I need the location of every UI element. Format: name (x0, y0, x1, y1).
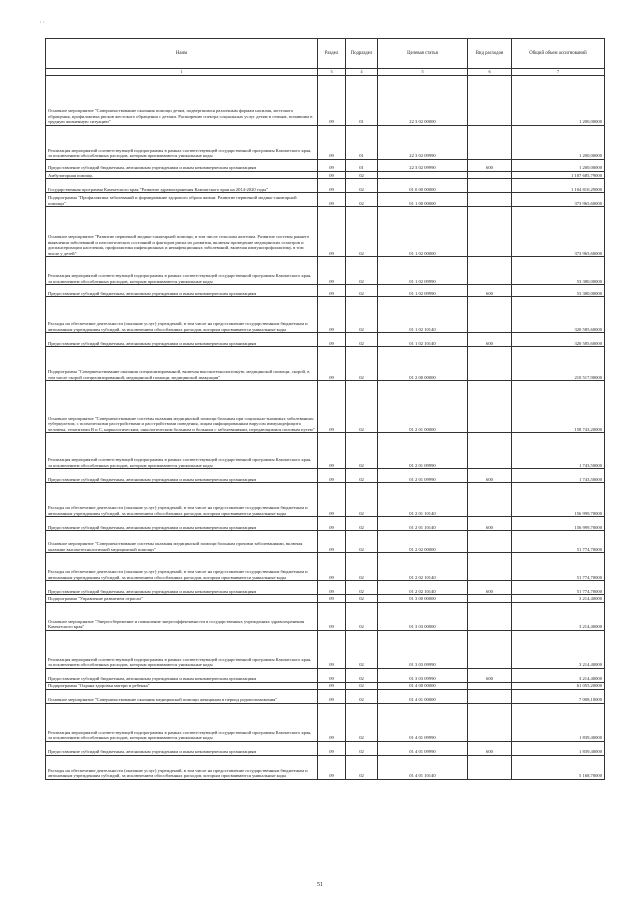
row-podrazdel: 02 (346, 381, 378, 433)
row-podrazdel: 02 (346, 581, 378, 595)
row-razdel: 09 (318, 433, 346, 469)
row-amount: 373 965,60000 (512, 193, 605, 207)
row-target-article: 01 1 02 09990 (378, 285, 468, 297)
row-expense-type (468, 531, 512, 553)
row-razdel: 09 (318, 531, 346, 553)
table-row (46, 172, 605, 179)
row-podrazdel: 02 (346, 668, 378, 682)
row-name: Основное мероприятие "Совершенствование оказания помощи детям, подвергшимся различным формам насилия, жестокого обращения, профилактика рисков жестокого обращения с детьми. Расширение спектра социальных услуг детям и семьям, попавшим в трудную жизненную ситуацию" (46, 76, 318, 126)
row-amount: 51 774,70000 (512, 553, 605, 581)
row-expense-type: 600 (468, 160, 512, 172)
row-razdel: 09 (318, 126, 346, 160)
row-amount: 320 585,60000 (512, 297, 605, 333)
row-razdel: 09 (318, 160, 346, 172)
row-target-article: 01 4 01 10140 (378, 756, 468, 780)
row-name: Подпрограмма "Профилактика заболеваний и формирование здорового образа жизни. Развитие первичной медико-санитарной помощи" (46, 193, 318, 207)
row-podrazdel: 02 (346, 690, 378, 704)
row-amount: 61 055,20000 (512, 682, 605, 689)
table-row (46, 179, 605, 193)
row-expense-type (468, 690, 512, 704)
table-row (46, 469, 605, 483)
row-podrazdel: 02 (346, 433, 378, 469)
row-target-article: 01 2 02 10140 (378, 581, 468, 595)
table-row (46, 126, 605, 160)
row-name: Предоставление субсидий бюджетным, автономным учреждениям и иным некоммерческим организациям (46, 469, 318, 483)
header-target: Целевая статья (378, 39, 468, 69)
row-target-article: 01 3 03 09990 (378, 668, 468, 682)
row-amount: 1 743,50000 (512, 433, 605, 469)
row-expense-type: 600 (468, 285, 512, 297)
table-row (46, 297, 605, 333)
row-podrazdel: 02 (346, 682, 378, 689)
column-number: 7 (512, 69, 605, 76)
row-podrazdel: 02 (346, 531, 378, 553)
row-name: Расходы на обеспечение деятельности (оказание услуг) учреждений, в том числе на предоставление государственным бюджетным и автономным учреждениям субсидий, за исключением обособленных расходов, которым присваиваются уникальные коды (46, 553, 318, 581)
row-razdel: 09 (318, 756, 346, 780)
row-target-article: 01 1 02 10140 (378, 297, 468, 333)
row-podrazdel: 02 (346, 469, 378, 483)
table-row (46, 742, 605, 756)
row-target-article: 01 1 00 00000 (378, 193, 468, 207)
row-name: Расходы на обеспечение деятельности (оказание услуг) учреждений, в том числе на предоставление государственным бюджетным и автономным учреждениям субсидий, за исключением обособленных расходов, которым присваиваются уникальные коды (46, 483, 318, 517)
table-row (46, 668, 605, 682)
row-podrazdel: 02 (346, 297, 378, 333)
row-amount: 1 200,00000 (512, 76, 605, 126)
row-expense-type (468, 193, 512, 207)
header-vid: Вид расходов (468, 39, 512, 69)
row-name: Реализация мероприятий соответствующей подпрограммы в рамках соответствующей государственной программы Камчатского края, за исключением обособленных расходов, которым присваиваются уникальные коды (46, 126, 318, 160)
row-amount: 320 585,60000 (512, 333, 605, 347)
row-podrazdel: 01 (346, 160, 378, 172)
table-row (46, 347, 605, 381)
row-podrazdel: 02 (346, 207, 378, 257)
table-row (46, 553, 605, 581)
table-row (46, 602, 605, 630)
row-name: Расходы на обеспечение деятельности (оказание услуг) учреждений, в том числе на предоставление государственным бюджетным и автономным учреждениям субсидий, за исключением обособленных расходов, которым присваиваются уникальные коды (46, 756, 318, 780)
row-expense-type (468, 172, 512, 179)
row-podrazdel: 02 (346, 704, 378, 742)
row-razdel: 09 (318, 742, 346, 756)
row-name: Основное мероприятие "Совершенствование оказания медицинской помощи женщинам в период родовспоможения" (46, 690, 318, 704)
row-razdel: 09 (318, 207, 346, 257)
row-razdel: 09 (318, 602, 346, 630)
row-name: Расходы на обеспечение деятельности (оказание услуг) учреждений, в том числе на предоставление государственным бюджетным и автономным учреждениям субсидий, за исключением обособленных расходов, которым присваиваются уникальные коды (46, 297, 318, 333)
row-amount: 1 743,50000 (512, 469, 605, 483)
row-podrazdel: 02 (346, 285, 378, 297)
table-body (46, 76, 605, 780)
row-razdel: 09 (318, 630, 346, 668)
row-name: Основное мероприятие "Совершенствование системы оказания медицинской помощи больным при социально-значимых заболеваниях: туберкулезом, с психическими расстройствами и расстройствами поведения, лицам инфицированным вирусом иммунодефицита человека, гепатитами B и C, наркологическим, онкологическим больным и больным с заболеваниями, передающимися половым путем" (46, 381, 318, 433)
row-target-article: 01 4 01 09990 (378, 742, 468, 756)
table-row (46, 581, 605, 595)
row-expense-type (468, 483, 512, 517)
row-name: Предоставление субсидий бюджетным, автономным учреждениям и иным некоммерческим организациям (46, 742, 318, 756)
row-target-article: 01 1 02 10140 (378, 333, 468, 347)
budget-table (45, 38, 605, 780)
row-razdel: 09 (318, 595, 346, 602)
row-target-article: 01 3 00 00000 (378, 595, 468, 602)
row-razdel: 09 (318, 381, 346, 433)
row-name: Предоставление субсидий бюджетным, автономным учреждениям и иным некоммерческим организациям (46, 581, 318, 595)
row-target-article: 01 4 01 00000 (378, 690, 468, 704)
table-row (46, 595, 605, 602)
row-target-article: 01 2 01 09990 (378, 433, 468, 469)
row-target-article: 01 2 01 10140 (378, 483, 468, 517)
row-podrazdel: 02 (346, 630, 378, 668)
row-amount: 210 517,90000 (512, 347, 605, 381)
row-razdel: 09 (318, 179, 346, 193)
table-row (46, 690, 605, 704)
row-expense-type (468, 207, 512, 257)
table-row (46, 207, 605, 257)
row-name: Реализация мероприятий соответствующей подпрограммы в рамках соответствующей государственной программы Камчатского края, за исключением обособленных расходов, которым присваиваются уникальные коды (46, 433, 318, 469)
row-razdel: 09 (318, 517, 346, 531)
row-podrazdel: 02 (346, 333, 378, 347)
row-podrazdel: 01 (346, 126, 378, 160)
row-podrazdel: 02 (346, 172, 378, 179)
row-target-article: 01 1 02 00000 (378, 207, 468, 257)
row-amount: 51 774,70000 (512, 531, 605, 553)
row-razdel: 09 (318, 704, 346, 742)
row-amount: 53 380,00000 (512, 285, 605, 297)
row-amount: 51 774,70000 (512, 581, 605, 595)
row-razdel: 09 (318, 76, 346, 126)
row-expense-type (468, 433, 512, 469)
row-target-article (378, 172, 468, 179)
row-name: Подпрограмма "Совершенствование оказания специализированной, включая высокотехнологичную, медицинской помощи, скорой, в том числе скорой специализированной, медицинской помощи, медицинской эвакуации" (46, 347, 318, 381)
row-name: Подпрограмма "Управление развитием отрасли" (46, 595, 318, 602)
row-name: Основное мероприятие "Развитие первичной медико-санитарной помощи, в том числе сельским жителям. Развитие системы раннего выявления заболеваний и патологических состояний и факторов риска их развития, включая проведение медицинских осмотров и диспансеризации населения, профилактика инфекционных и неинфекционных заболеваний, включая иммунопрофилактику, в том числе у детей" (46, 207, 318, 257)
row-target-article: 01 2 02 10140 (378, 553, 468, 581)
row-expense-type: 600 (468, 333, 512, 347)
table-row (46, 517, 605, 531)
row-expense-type (468, 76, 512, 126)
table-row (46, 285, 605, 297)
row-name: Реализация мероприятий соответствующей подпрограммы в рамках соответствующей государственной программы Камчатского края, за исключением обособленных расходов, которым присваиваются уникальные коды (46, 704, 318, 742)
row-target-article: 01 3 03 09990 (378, 630, 468, 668)
row-target-article: 01 4 01 09990 (378, 704, 468, 742)
row-razdel: 09 (318, 285, 346, 297)
row-expense-type (468, 630, 512, 668)
row-target-article: 01 3 03 00000 (378, 602, 468, 630)
row-target-article: 01 2 01 09990 (378, 469, 468, 483)
header-name: Наим (46, 39, 318, 69)
row-podrazdel: 02 (346, 595, 378, 602)
row-razdel: 09 (318, 333, 346, 347)
row-amount: 1 200,00000 (512, 126, 605, 160)
row-razdel: 09 (318, 469, 346, 483)
row-amount: 156 999,70000 (512, 483, 605, 517)
row-podrazdel: 02 (346, 517, 378, 531)
row-expense-type: 600 (468, 668, 512, 682)
row-amount: 3 214,40000 (512, 595, 605, 602)
row-target-article: 01 2 01 10140 (378, 517, 468, 531)
table-row (46, 756, 605, 780)
row-amount: 7 008,10000 (512, 690, 605, 704)
row-razdel: 09 (318, 297, 346, 333)
row-razdel: 09 (318, 690, 346, 704)
row-expense-type (468, 347, 512, 381)
column-number: 6 (468, 69, 512, 76)
row-podrazdel: 02 (346, 602, 378, 630)
table-row (46, 381, 605, 433)
table-row (46, 483, 605, 517)
row-podrazdel: 01 (346, 76, 378, 126)
row-expense-type (468, 257, 512, 285)
column-number: 5 (378, 69, 468, 76)
row-expense-type: 600 (468, 469, 512, 483)
row-amount: 3 214,40000 (512, 602, 605, 630)
row-amount: 53 380,00000 (512, 257, 605, 285)
row-name: Предоставление субсидий бюджетным, автономным учреждениям и иным некоммерческим организациям (46, 517, 318, 531)
row-razdel: 09 (318, 553, 346, 581)
row-podrazdel: 02 (346, 756, 378, 780)
row-expense-type (468, 682, 512, 689)
table-row (46, 160, 605, 172)
column-number-row (46, 69, 605, 76)
table-row (46, 257, 605, 285)
row-expense-type (468, 179, 512, 193)
row-amount: 1 839,40000 (512, 742, 605, 756)
row-amount: 3 214,40000 (512, 668, 605, 682)
row-razdel: 09 (318, 347, 346, 381)
row-razdel: 09 (318, 682, 346, 689)
row-razdel: 09 (318, 483, 346, 517)
row-podrazdel: 02 (346, 257, 378, 285)
row-amount: 158 743,20000 (512, 381, 605, 433)
row-target-article: 01 2 02 00000 (378, 531, 468, 553)
table-row (46, 333, 605, 347)
row-razdel: 09 (318, 172, 346, 179)
row-podrazdel: 02 (346, 483, 378, 517)
table-header-row (46, 39, 605, 69)
row-name: Предоставление субсидий бюджетным, автономным учреждениям и иным некоммерческим организациям (46, 160, 318, 172)
row-razdel: 09 (318, 193, 346, 207)
table-row (46, 682, 605, 689)
row-podrazdel: 02 (346, 347, 378, 381)
row-name: Предоставление субсидий бюджетным, автономным учреждениям и иным некоммерческим организациям (46, 285, 318, 297)
column-number: 4 (346, 69, 378, 76)
row-target-article: 22 3 02 00000 (378, 76, 468, 126)
row-target-article: 01 1 02 09990 (378, 257, 468, 285)
row-target-article: 01 2 01 00000 (378, 381, 468, 433)
row-target-article: 01 0 00 00000 (378, 179, 468, 193)
column-number: 1 (46, 69, 318, 76)
row-target-article: 22 3 02 09990 (378, 126, 468, 160)
row-amount: 1 839,40000 (512, 704, 605, 742)
header-total: Общий объем ассигнований (512, 39, 605, 69)
row-expense-type (468, 381, 512, 433)
row-name: Реализация мероприятий соответствующей подпрограммы в рамках соответствующей государственной программы Камчатского края, за исключением обособленных расходов, которым присваиваются уникальные коды (46, 257, 318, 285)
row-target-article: 01 4 00 00000 (378, 682, 468, 689)
table-row (46, 531, 605, 553)
row-amount: 156 999,70000 (512, 517, 605, 531)
page-number: 51 (317, 882, 323, 888)
row-expense-type: 600 (468, 517, 512, 531)
row-name: Амбулаторная помощь (46, 172, 318, 179)
row-amount: 3 214,40000 (512, 630, 605, 668)
row-expense-type (468, 602, 512, 630)
row-expense-type: 600 (468, 742, 512, 756)
row-razdel: 09 (318, 257, 346, 285)
header-podrazdel: Подраздел (346, 39, 378, 69)
table-row (46, 630, 605, 668)
row-name: Реализация мероприятий соответствующей подпрограммы в рамках соответствующей государственной программы Камчатского края, за исключением обособленных расходов, которым присваиваются уникальные коды (46, 630, 318, 668)
row-podrazdel: 02 (346, 553, 378, 581)
row-name: Основное мероприятие "Совершенствование системы оказания медицинской помощи больным прочими заболеваниями, включая оказание высокотехнологичной медицинской помощи" (46, 531, 318, 553)
row-expense-type (468, 756, 512, 780)
table-row (46, 76, 605, 126)
row-expense-type: 600 (468, 581, 512, 595)
column-number: 3 (318, 69, 346, 76)
row-name: Основное мероприятие "Энергосбережение и повышение энергоэффективности в государственных учреждениях здравоохранения Камчатского края" (46, 602, 318, 630)
row-amount: 5 168,70000 (512, 756, 605, 780)
row-podrazdel: 02 (346, 193, 378, 207)
scan-mark: , , (40, 18, 45, 24)
row-expense-type (468, 126, 512, 160)
row-podrazdel: 02 (346, 179, 378, 193)
row-amount: 373 965,60000 (512, 207, 605, 257)
table-row (46, 704, 605, 742)
header-razdel: Раздел (318, 39, 346, 69)
table-row (46, 193, 605, 207)
row-expense-type (468, 704, 512, 742)
row-razdel: 09 (318, 581, 346, 595)
row-name: Государственная программа Камчатского края "Развитие здравоохранения Камчатского края на 2014-2020 годы" (46, 179, 318, 193)
row-name: Предоставление субсидий бюджетным, автономным учреждениям и иным некоммерческим организациям (46, 333, 318, 347)
row-expense-type (468, 297, 512, 333)
row-amount: 1 107 685,79000 (512, 172, 605, 179)
row-razdel: 09 (318, 668, 346, 682)
row-name: Подпрограмма "Охрана здоровья матери и ребенка" (46, 682, 318, 689)
row-amount: 1 200,00000 (512, 160, 605, 172)
row-expense-type (468, 553, 512, 581)
row-name: Предоставление субсидий бюджетным, автономным учреждениям и иным некоммерческим организациям (46, 668, 318, 682)
row-podrazdel: 02 (346, 742, 378, 756)
table-row (46, 433, 605, 469)
row-amount: 1 104 810,29000 (512, 179, 605, 193)
row-expense-type (468, 595, 512, 602)
row-target-article: 01 2 00 00000 (378, 347, 468, 381)
row-target-article: 22 3 02 09990 (378, 160, 468, 172)
